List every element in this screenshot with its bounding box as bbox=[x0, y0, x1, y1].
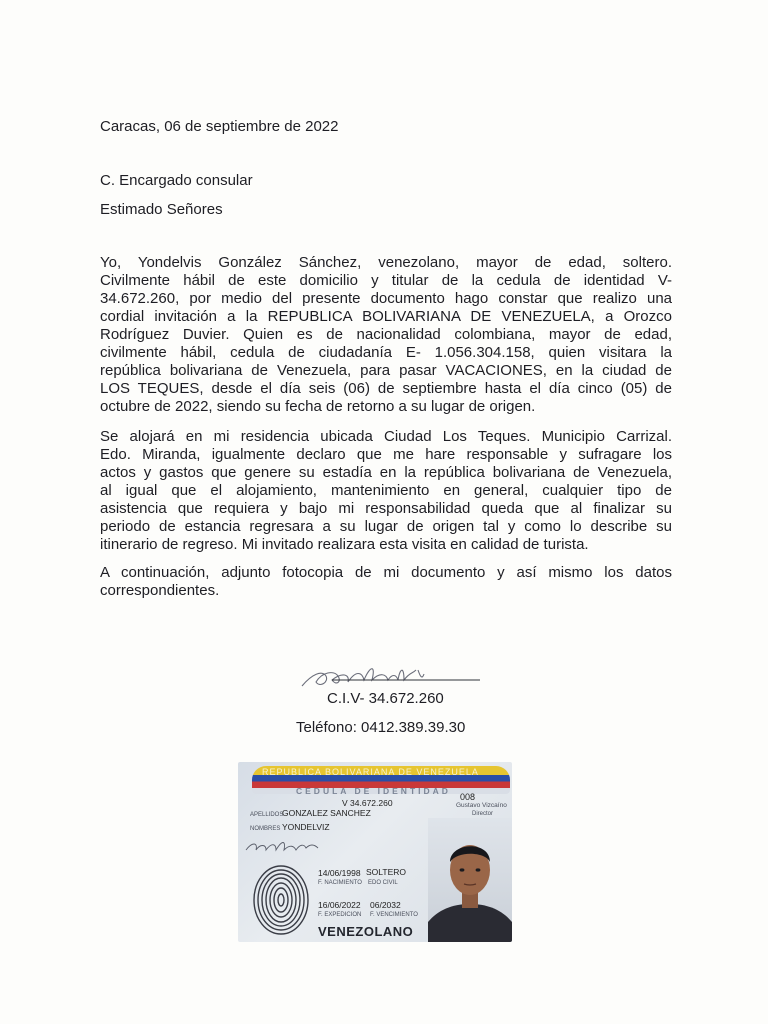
paragraph-line: itinerario de regreso. Mi invitado realizara esta visita en calidad de turista. bbox=[100, 536, 589, 553]
paragraph-line: periodo de estancia regresara a su lugar de origen tal y como lo describe su bbox=[100, 518, 672, 535]
card-nombres: YONDELVIZ bbox=[282, 822, 330, 832]
recipient-line: C. Encargado consular bbox=[100, 172, 253, 189]
card-subheader: CEDULA DE IDENTIDAD bbox=[296, 786, 451, 796]
card-director-name: Gustavo Vizcaíno bbox=[456, 802, 507, 809]
paragraph-line: correspondientes. bbox=[100, 582, 220, 599]
paragraph-invitation bbox=[100, 254, 672, 416]
paragraph-line: república bolivariana de Venezuela, para pasar VACACIONES, en la ciudad de bbox=[100, 362, 672, 379]
paragraph-line: actos y gastos que genere su estadía en la república bolivariana de Venezuela, bbox=[100, 464, 672, 481]
card-apellidos-label: APELLIDOS bbox=[250, 812, 284, 818]
paragraph-line: cordial invitación a la REPUBLICA BOLIVARIANA DE VENEZUELA, a Orozco bbox=[100, 308, 672, 325]
card-birth-date: 14/06/1998 bbox=[318, 868, 361, 878]
paragraph-attachment bbox=[100, 564, 672, 600]
card-expiry-label: F. VENCIMIENTO bbox=[370, 912, 418, 918]
card-photo bbox=[428, 818, 512, 942]
paragraph-line: LOS TEQUES, desde el día seis (06) de septiembre hasta el día cinco (05) de bbox=[100, 380, 672, 397]
paragraph-line: A continuación, adjunto fotocopia de mi documento y así mismo los datos bbox=[100, 564, 672, 581]
card-issue-date: 16/06/2022 bbox=[318, 900, 361, 910]
paragraph-line: asistencia que requiera y bajo mi responsabilidad queda que al finalizar su bbox=[100, 500, 672, 517]
salutation-line: Estimado Señores bbox=[100, 201, 223, 218]
card-civil-label: EDO CIVIL bbox=[368, 880, 398, 886]
phone-number: Teléfono: 0412.389.39.30 bbox=[296, 719, 466, 736]
card-id-number: V 34.672.260 bbox=[342, 798, 393, 808]
paragraph-line: civilmente hábil, cedula de ciudadanía E- 1.056.304.158, quien visitara la bbox=[100, 344, 672, 361]
card-director-label: Director bbox=[472, 811, 494, 817]
paragraph-accommodation bbox=[100, 428, 672, 554]
civ-number: C.I.V- 34.672.260 bbox=[327, 690, 444, 707]
card-birth-label: F. NACIMIENTO bbox=[318, 880, 362, 886]
portrait-image bbox=[428, 818, 512, 942]
paragraph-line: Civilmente hábil de este domicilio y titular de la cedula de identidad V- bbox=[100, 272, 672, 289]
date-line: Caracas, 06 de septiembre de 2022 bbox=[100, 118, 339, 135]
id-card bbox=[238, 762, 512, 942]
paragraph-line: Edo. Miranda, igualmente declaro que me hare responsable y sufragare los bbox=[100, 446, 672, 463]
card-nombres-label: NOMBRES bbox=[250, 826, 281, 832]
card-civil-status: SOLTERO bbox=[366, 867, 406, 877]
paragraph-line: 34.672.260, por medio del presente documento hago constar que realizo una bbox=[100, 290, 672, 307]
fingerprint-icon bbox=[250, 858, 312, 936]
card-issue-label: F. EXPEDICION bbox=[318, 912, 362, 918]
card-signature bbox=[242, 836, 332, 858]
card-apellidos: GONZALEZ SANCHEZ bbox=[282, 808, 371, 818]
card-serial: 008 bbox=[460, 792, 476, 802]
paragraph-line: Yo, Yondelvis González Sánchez, venezolano, mayor de edad, soltero. bbox=[100, 254, 672, 271]
paragraph-line: Rodríguez Duvier. Quien es de nacionalidad colombiana, mayor de edad, bbox=[100, 326, 672, 343]
paragraph-line: octubre de 2022, siendo su fecha de retorno a su lugar de origen. bbox=[100, 398, 536, 415]
card-header: REPUBLICA BOLIVARIANA DE VENEZUELA bbox=[262, 767, 479, 777]
card-expiry-date: 06/2032 bbox=[370, 900, 401, 910]
paragraph-line: Se alojará en mi residencia ubicada Ciudad Los Teques. Municipio Carrizal. bbox=[100, 428, 672, 445]
paragraph-line: al igual que el alojamiento, mantenimiento en general, cualquier tipo de bbox=[100, 482, 672, 499]
card-nationality: VENEZOLANO bbox=[318, 924, 414, 939]
